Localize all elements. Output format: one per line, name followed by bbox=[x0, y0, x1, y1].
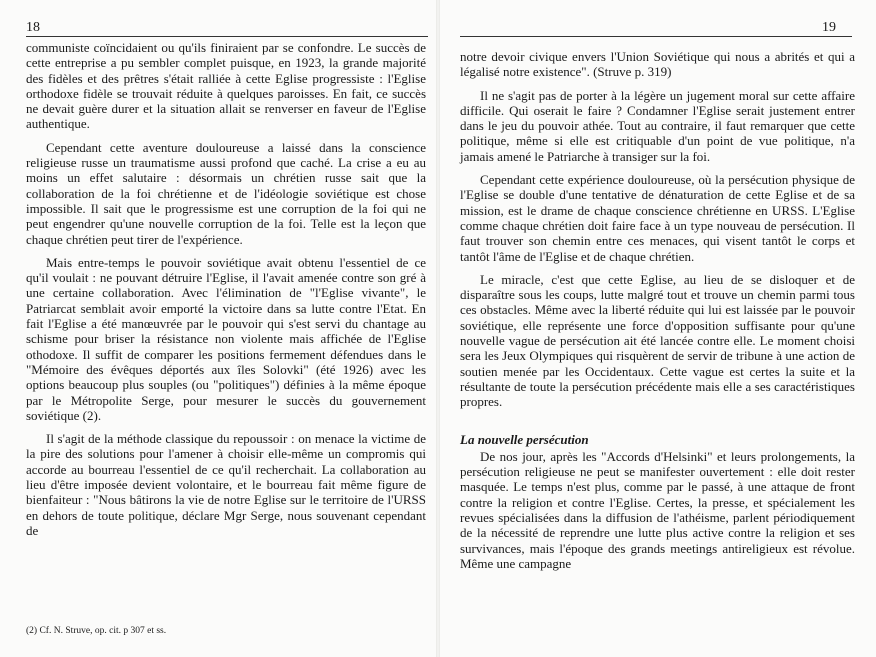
paragraph: Il ne s'agit pas de porter à la légère un jugement moral sur cette affaire difficile. Qui oserait le faire ? Condamner l'Eglise serait justement entrer dans le jeu du pouvoir athée. Tout au contraire, il faut remarquer que cette politique, même si elle est critiquable d'un point de vue politique, n'a jamais amené le Patriarche à transiger sur la foi. bbox=[460, 87, 855, 164]
header-rule bbox=[26, 36, 428, 37]
paragraph: De nos jour, après les "Accords d'Helsinki" et leurs prolongements, la persécution religieuse ne peut se manifester ouvertement : elle doit rester masquée. Le temps n'est plus, comme par le passé, à une attaque de front contre la religion et contre l'Eglise. Certes, la presse, et spécialement les revues spécialisées dans la diffusion de l'athéisme, parlent périodiquement de la nécessité de reprendre une lutte plus active contre la religion et ses survivances, mais l'époque des grands meetings antireligieux est révolue. Même une campagne bbox=[460, 448, 855, 571]
body-text bbox=[26, 40, 426, 546]
section-heading: La nouvelle persécution bbox=[460, 431, 589, 447]
paragraph: Cependant cette expérience douloureuse, où la persécution physique de l'Eglise se double d'une tentative de dénaturation de cette Eglise et de sa mission, est le drame de chaque conscience chrétienne en URSS. L'Eglise comme chaque chrétien doit faire face à un type nouveau de persécution. Il faut trouver son chemin entre ces menaces, qui visent tantôt le corps et tantôt l'âme de l'Eglise et de chaque chrétien. bbox=[460, 172, 855, 264]
paragraph: Il s'agit de la méthode classique du repoussoir : on menace la victime de la pire des solutions pour l'amener à choisir elle-même un compromis qui accorde au bourreau l'essentiel de ce qu'il recherchait. La collaboration au lieu d'être imposée devient volontaire, et le bourreau fait même figure de bienfaiteur : "Nous bâtirons la vie de notre Eglise sur le territoire de l'URSS en dehors de toute politique, déclare Mgr Serge, nous souvenant cependant de bbox=[26, 431, 426, 538]
body-text bbox=[460, 49, 855, 579]
paragraph: notre devoir civique envers l'Union Soviétique qui nous a abrités et qui a légalisé notre existence". (Struve p. 319) bbox=[460, 49, 855, 80]
right-page bbox=[438, 0, 876, 657]
header-rule bbox=[460, 36, 852, 37]
page-number: 18 bbox=[26, 20, 40, 35]
paragraph: Le miracle, c'est que cette Eglise, au lieu de se disloquer et de disparaître sous les coups, lutte malgré tout et trouve un chemin parmi tous ces obstacles. Même avec la liberté réduite qui lui est laissée par le pouvoir soviétique, elle représente une force d'opposition suffisante pour qu'une nouvelle vague de persécution ait été lancée contre elle. Le moment choisi sera les Jeux Olympiques qui risquèrent de servir de tribune à une action de soutien menée par les Occidentaux. Cette vague est certes la suite et la résultante de toute la persécution précédente mais elle a ses caractéristiques propres. bbox=[460, 271, 855, 410]
footnote: (2) Cf. N. Struve, op. cit. p 307 et ss. bbox=[26, 626, 167, 636]
page-number: 19 bbox=[822, 20, 836, 35]
paragraph: Cependant cette aventure douloureuse a laissé dans la conscience religieuse russe un traumatisme aussi profond que caché. La crise a eu au moins un effet salutaire : désormais un chrétien russe sait que la collaboration de la foi chrétienne et de l'idéologie soviétique est chose impossible. Il sait que le progressisme est une corruption de la foi qui ne peut engendrer qu'une nouvelle corruption de la foi. Telle est la leçon que chaque chrétien peut tirer de l'expérience. bbox=[26, 139, 426, 247]
paragraph: Mais entre-temps le pouvoir soviétique avait obtenu l'essentiel de ce qu'il voulait : ne pouvant détruire l'Eglise, il l'avait amenée contre son gré à une certaine collaboration. Avec l'élimination de "l'Eglise vivante", le Patriarcat semblait avoir emporté la victoire dans sa lutte contre l'Etat. En fait l'Eglise a été manœuvrée par le pouvoir qui s'est servi du chantage au schisme pour briser la résistance non violente mais affichée de l'Eglise othodoxe. Il suffit de comparer les positions fermement défendues dans le "Mémoire des évêques déportés aux îles Solovki" (été 1926) avec les options beaucoup plus souples (ou "politiques") définies à la même époque par le Métropolite Serge, pour mesurer le succès du gouvernement soviétique (2). bbox=[26, 254, 426, 423]
paragraph: communiste coïncidaient ou qu'ils finiraient par se confondre. Le succès de cette entreprise a pu sembler complet puisque, en 1923, la grande majorité des fidèles et des prêtres s'était ralliée à cette Eglise progressiste : l'Eglise orthodoxe fidèle se trouvait réduite à quelques paroisses. En fait, ce succès ne devait guère durer et la situation allait se renverser en faveur de l'Eglise authentique. bbox=[26, 40, 426, 132]
